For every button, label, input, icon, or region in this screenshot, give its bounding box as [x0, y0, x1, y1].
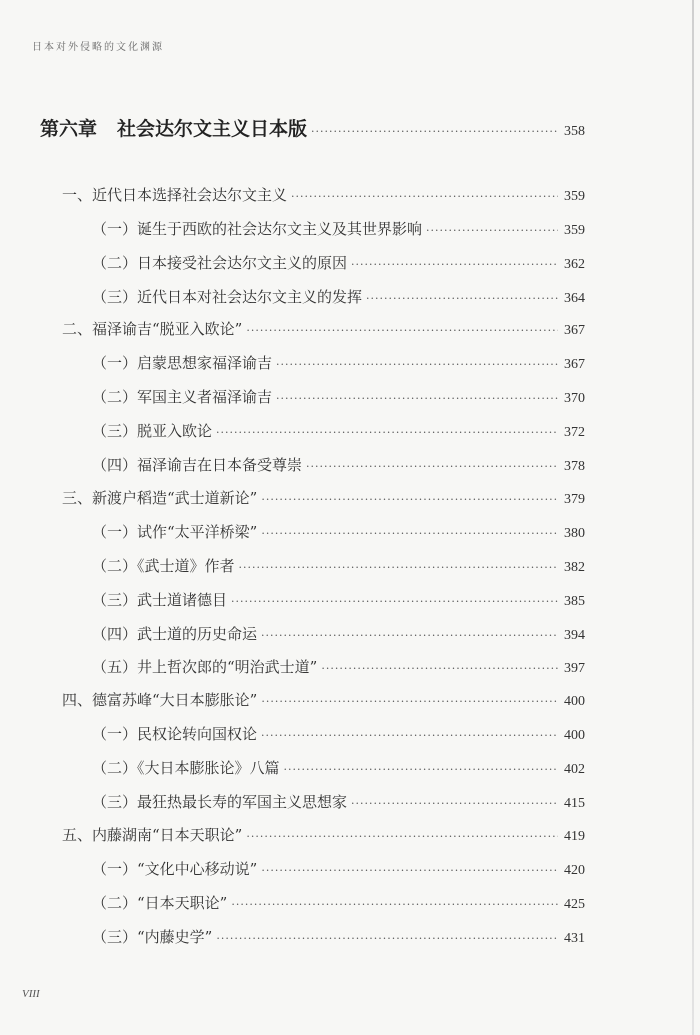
- toc-subsection[interactable]: [92, 757, 585, 778]
- page-number: 364: [564, 291, 585, 306]
- subsection-label: （二）“日本天职论”: [92, 894, 228, 912]
- subsection-label: （一）诞生于西欧的社会达尔文主义及其世界影响: [92, 220, 423, 238]
- page-number: 385: [564, 594, 585, 609]
- subsection-label: （五）井上哲次郎的“明治武士道”: [92, 658, 318, 676]
- subsection-label: （三）近代日本对社会达尔文主义的发挥: [92, 288, 363, 306]
- section-label: 二、福泽谕吉“脱亚入欧论”: [62, 320, 243, 338]
- page-number: 431: [564, 931, 585, 946]
- toc-subsection[interactable]: [92, 420, 585, 441]
- chapter-heading: [40, 114, 307, 141]
- page-number: 370: [564, 391, 585, 406]
- toc-section-4[interactable]: [62, 689, 585, 710]
- toc-section-5[interactable]: [62, 824, 585, 845]
- running-header: 日本对外侵略的文化渊源: [32, 42, 164, 53]
- dot-leader: [246, 324, 558, 337]
- dot-leader: [321, 662, 558, 675]
- section-label: 五、内藤湖南“日本天职论”: [62, 826, 243, 844]
- section-label: 三、新渡户稻造“武士道新论”: [62, 489, 258, 507]
- page-number: 397: [564, 661, 585, 676]
- dot-leader: [426, 224, 558, 237]
- dot-leader: [311, 125, 558, 138]
- dot-leader: [261, 695, 558, 708]
- subsection-label: （三）脱亚入欧论: [92, 422, 213, 440]
- dot-leader: [261, 729, 558, 742]
- dot-leader: [261, 493, 558, 506]
- toc-subsection[interactable]: [92, 218, 585, 239]
- dot-leader: [261, 629, 558, 642]
- section-label: 一、近代日本选择社会达尔文主义: [62, 186, 288, 204]
- dot-leader: [351, 258, 558, 271]
- subsection-label: （二）《大日本膨胀论》八篇: [92, 759, 280, 777]
- subsection-label: （二）《武士道》作者: [92, 557, 235, 575]
- page-number: 380: [564, 526, 585, 541]
- subsection-label: （一）启蒙思想家福泽谕吉: [92, 354, 273, 372]
- toc-subsection[interactable]: [92, 892, 585, 913]
- chapter-title: 社会达尔文主义日本版: [117, 118, 308, 140]
- toc-subsection[interactable]: [92, 926, 585, 947]
- toc-subsection[interactable]: [92, 252, 585, 273]
- dot-leader: [276, 358, 558, 371]
- subsection-label: （一）民权论转向国权论: [92, 725, 258, 743]
- dot-leader: [351, 797, 558, 810]
- folio-page-number: VIII: [22, 988, 40, 1000]
- toc-subsection[interactable]: [92, 555, 585, 576]
- toc-subsection[interactable]: [92, 454, 585, 475]
- toc-chapter-6[interactable]: [40, 114, 585, 141]
- subsection-label: （二）日本接受社会达尔文主义的原因: [92, 254, 348, 272]
- dot-leader: [366, 292, 558, 305]
- toc-subsection[interactable]: [92, 723, 585, 744]
- page-number: 400: [564, 728, 585, 743]
- toc-subsection[interactable]: [92, 858, 585, 879]
- dot-leader: [231, 595, 558, 608]
- toc-subsection[interactable]: [92, 352, 585, 373]
- subsection-label: （一）“文化中心移动说”: [92, 860, 258, 878]
- page-number: 359: [564, 189, 585, 204]
- page-number: 400: [564, 694, 585, 709]
- chapter-number: 第六章: [40, 118, 98, 140]
- dot-leader: [216, 426, 558, 439]
- subsection-label: （三）武士道诸德目: [92, 591, 228, 609]
- dot-leader: [246, 830, 558, 843]
- page-edge-shadow: [692, 0, 694, 1035]
- toc-subsection[interactable]: [92, 521, 585, 542]
- page-number: 382: [564, 560, 585, 575]
- dot-leader: [261, 527, 558, 540]
- page-number: 419: [564, 829, 585, 844]
- dot-leader: [216, 932, 558, 945]
- page-number: 415: [564, 796, 585, 811]
- subsection-label: （三）最狂热最长寿的军国主义思想家: [92, 793, 348, 811]
- page-number: 378: [564, 459, 585, 474]
- page-number: 367: [564, 323, 585, 338]
- toc-subsection[interactable]: [92, 589, 585, 610]
- page-number: 379: [564, 492, 585, 507]
- page-number: 359: [564, 223, 585, 238]
- page-number: 394: [564, 628, 585, 643]
- page-number: 367: [564, 357, 585, 372]
- subsection-label: （四）武士道的历史命运: [92, 625, 258, 643]
- page-number: 372: [564, 425, 585, 440]
- subsection-label: （三）“内藤史学”: [92, 928, 213, 946]
- section-label: 四、德富苏峰“大日本膨胀论”: [62, 691, 258, 709]
- dot-leader: [231, 898, 558, 911]
- page-number: 362: [564, 257, 585, 272]
- toc-subsection[interactable]: [92, 656, 585, 677]
- toc-subsection[interactable]: [92, 386, 585, 407]
- page-number: 402: [564, 762, 585, 777]
- toc-subsection[interactable]: [92, 286, 585, 307]
- toc-subsection[interactable]: [92, 623, 585, 644]
- dot-leader: [291, 190, 558, 203]
- toc-section-1[interactable]: [62, 184, 585, 205]
- toc-subsection[interactable]: [92, 791, 585, 812]
- dot-leader: [239, 561, 558, 574]
- page-number: 420: [564, 863, 585, 878]
- dot-leader: [261, 864, 558, 877]
- subsection-label: （四）福泽谕吉在日本备受尊崇: [92, 456, 303, 474]
- toc-section-3[interactable]: [62, 487, 585, 508]
- dot-leader: [306, 460, 558, 473]
- subsection-label: （二）军国主义者福泽谕吉: [92, 388, 273, 406]
- chapter-page-number: 358: [564, 124, 585, 139]
- dot-leader: [284, 763, 558, 776]
- dot-leader: [276, 392, 558, 405]
- subsection-label: （一）试作“太平洋桥梁”: [92, 523, 258, 541]
- toc-section-2[interactable]: [62, 318, 585, 339]
- page-number: 425: [564, 897, 585, 912]
